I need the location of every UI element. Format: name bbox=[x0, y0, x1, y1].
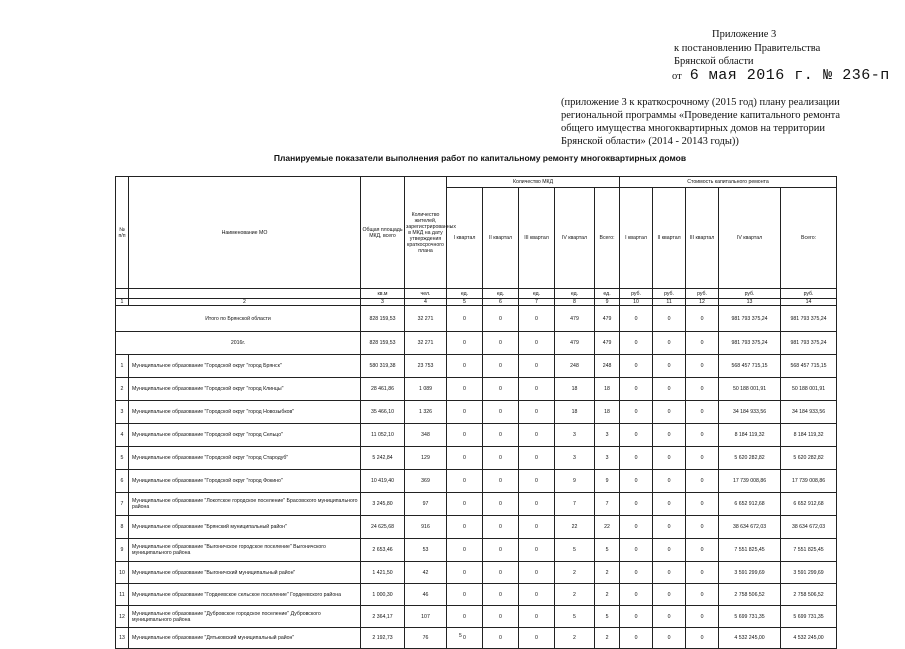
col-header-cost-q4: IV квартал bbox=[719, 188, 781, 289]
row-cell-residents: 97 bbox=[405, 493, 447, 516]
row-cell-q2: 0 bbox=[483, 355, 519, 378]
row-cell-c1: 0 bbox=[620, 539, 653, 562]
row-cell-c1: 0 bbox=[620, 401, 653, 424]
col-header-cost-q3: III квартал bbox=[686, 188, 719, 289]
col-header-mkd-q3: III квартал bbox=[519, 188, 555, 289]
row-cell-c4: 5 620 282,82 bbox=[719, 447, 781, 470]
row-cell-c1: 0 bbox=[620, 562, 653, 584]
row-cell-c2: 0 bbox=[653, 493, 686, 516]
summary-cell-q1: 0 bbox=[447, 306, 483, 332]
row-cell-total: 18 bbox=[595, 378, 620, 401]
row-cell-q2: 0 bbox=[483, 539, 519, 562]
row-cell-c3: 0 bbox=[686, 424, 719, 447]
row-cell-residents: 369 bbox=[405, 470, 447, 493]
row-municipality-name: Муниципальное образование "Городской округ "город Клинцы" bbox=[129, 378, 361, 401]
row-cell-q3: 0 bbox=[519, 424, 555, 447]
row-cell-residents: 53 bbox=[405, 539, 447, 562]
summary-cell-residents: 32 271 bbox=[405, 332, 447, 355]
units-cell-empty bbox=[116, 289, 129, 299]
row-cell-q1: 0 bbox=[447, 584, 483, 606]
row-cell-c4: 2 758 506,52 bbox=[719, 584, 781, 606]
col-header-mkd-q1: I квартал bbox=[447, 188, 483, 289]
table-row bbox=[116, 584, 837, 606]
row-cell-c4: 4 532 245,00 bbox=[719, 628, 781, 649]
row-municipality-name: Муниципальное образование "Городской округ "город Новозыбков" bbox=[129, 401, 361, 424]
summary-cell-q4: 479 bbox=[555, 306, 595, 332]
row-cell-area: 2 653,46 bbox=[361, 539, 405, 562]
row-number: 9 bbox=[116, 539, 129, 562]
summary-cell-c3: 0 bbox=[686, 332, 719, 355]
row-cell-total: 18 bbox=[595, 401, 620, 424]
summary-cell-residents: 32 271 bbox=[405, 306, 447, 332]
row-cell-total: 248 bbox=[595, 355, 620, 378]
row-cell-q1: 0 bbox=[447, 539, 483, 562]
row-cell-residents: 1 089 bbox=[405, 378, 447, 401]
row-cell-c2: 0 bbox=[653, 539, 686, 562]
row-cell-q1: 0 bbox=[447, 355, 483, 378]
summary-row bbox=[116, 332, 837, 355]
row-number: 11 bbox=[116, 584, 129, 606]
units-cell: ед. bbox=[595, 289, 620, 299]
row-cell-q3: 0 bbox=[519, 628, 555, 649]
row-cell-c3: 0 bbox=[686, 470, 719, 493]
row-cell-q2: 0 bbox=[483, 584, 519, 606]
row-number: 5 bbox=[116, 447, 129, 470]
row-cell-q3: 0 bbox=[519, 447, 555, 470]
col-numbers-row bbox=[116, 299, 837, 306]
row-cell-c2: 0 bbox=[653, 470, 686, 493]
row-cell-c1: 0 bbox=[620, 584, 653, 606]
appendix-note bbox=[561, 96, 861, 148]
row-cell-q3: 0 bbox=[519, 493, 555, 516]
col-header-name: Наименование МО bbox=[129, 177, 361, 289]
region-label: Брянской области bbox=[674, 56, 754, 67]
table-row bbox=[116, 516, 837, 539]
row-cell-ctotal: 5 620 282,82 bbox=[781, 447, 837, 470]
page-title: Планируемые показатели выполнения работ по капитальному ремонту многоквартирных домов bbox=[273, 153, 687, 163]
row-cell-q2: 0 bbox=[483, 424, 519, 447]
row-cell-ctotal: 38 634 672,03 bbox=[781, 516, 837, 539]
row-cell-q4: 2 bbox=[555, 562, 595, 584]
row-cell-q1: 0 bbox=[447, 493, 483, 516]
row-cell-area: 11 052,10 bbox=[361, 424, 405, 447]
row-cell-ctotal: 3 591 299,69 bbox=[781, 562, 837, 584]
summary-cell-c1: 0 bbox=[620, 306, 653, 332]
row-cell-q2: 0 bbox=[483, 562, 519, 584]
row-cell-area: 35 466,10 bbox=[361, 401, 405, 424]
col-number: 8 bbox=[555, 299, 595, 306]
row-cell-q3: 0 bbox=[519, 378, 555, 401]
summary-label: 2016г. bbox=[116, 332, 361, 355]
summary-row bbox=[116, 306, 837, 332]
row-cell-c3: 0 bbox=[686, 628, 719, 649]
units-cell: ед. bbox=[447, 289, 483, 299]
row-cell-c2: 0 bbox=[653, 424, 686, 447]
units-cell: руб. bbox=[653, 289, 686, 299]
row-cell-q2: 0 bbox=[483, 628, 519, 649]
col-header-mkd-q4: IV квартал bbox=[555, 188, 595, 289]
col-number: 7 bbox=[519, 299, 555, 306]
row-municipality-name: Муниципальное образование "Выгоничский муниципальный район" bbox=[129, 562, 361, 584]
row-cell-ctotal: 7 551 825,45 bbox=[781, 539, 837, 562]
row-cell-q4: 3 bbox=[555, 424, 595, 447]
row-cell-q3: 0 bbox=[519, 401, 555, 424]
row-cell-c3: 0 bbox=[686, 355, 719, 378]
row-cell-c3: 0 bbox=[686, 606, 719, 628]
row-number: 10 bbox=[116, 562, 129, 584]
table-row bbox=[116, 447, 837, 470]
note-line: региональной программы «Проведение капитального ремонта bbox=[561, 110, 840, 121]
row-municipality-name: Муниципальное образование "Брянский муниципальный район" bbox=[129, 516, 361, 539]
row-cell-q4: 248 bbox=[555, 355, 595, 378]
table-row bbox=[116, 493, 837, 516]
row-cell-c2: 0 bbox=[653, 628, 686, 649]
row-cell-residents: 348 bbox=[405, 424, 447, 447]
row-cell-ctotal: 4 532 245,00 bbox=[781, 628, 837, 649]
row-municipality-name: Муниципальное образование "Городской округ "город Стародуб" bbox=[129, 447, 361, 470]
summary-cell-c2: 0 bbox=[653, 332, 686, 355]
row-cell-total: 3 bbox=[595, 424, 620, 447]
row-cell-c4: 8 184 119,32 bbox=[719, 424, 781, 447]
col-header-mkd-q2: II квартал bbox=[483, 188, 519, 289]
row-cell-q1: 0 bbox=[447, 401, 483, 424]
row-municipality-name: Муниципальное образование "Дятьковский муниципальный район" bbox=[129, 628, 361, 649]
row-number: 12 bbox=[116, 606, 129, 628]
summary-label: Итого по Брянской области bbox=[116, 306, 361, 332]
row-cell-c1: 0 bbox=[620, 424, 653, 447]
row-cell-residents: 107 bbox=[405, 606, 447, 628]
row-cell-q1: 0 bbox=[447, 470, 483, 493]
summary-cell-total: 479 bbox=[595, 306, 620, 332]
row-cell-area: 5 242,84 bbox=[361, 447, 405, 470]
indicators-table bbox=[115, 176, 837, 649]
row-cell-c2: 0 bbox=[653, 584, 686, 606]
col-number: 4 bbox=[405, 299, 447, 306]
row-cell-q3: 0 bbox=[519, 606, 555, 628]
row-cell-c1: 0 bbox=[620, 470, 653, 493]
row-cell-residents: 1 326 bbox=[405, 401, 447, 424]
row-cell-q4: 9 bbox=[555, 470, 595, 493]
units-cell: чел. bbox=[405, 289, 447, 299]
units-cell-empty bbox=[129, 289, 361, 299]
row-cell-c2: 0 bbox=[653, 562, 686, 584]
row-cell-c2: 0 bbox=[653, 401, 686, 424]
row-cell-q1: 0 bbox=[447, 516, 483, 539]
units-row bbox=[116, 289, 837, 299]
row-cell-q4: 7 bbox=[555, 493, 595, 516]
page-number: 5 bbox=[459, 633, 462, 639]
summary-cell-q3: 0 bbox=[519, 332, 555, 355]
row-cell-q3: 0 bbox=[519, 584, 555, 606]
row-cell-q4: 2 bbox=[555, 628, 595, 649]
row-cell-q1: 0 bbox=[447, 447, 483, 470]
decree-date-line bbox=[672, 66, 890, 84]
row-cell-area: 28 461,86 bbox=[361, 378, 405, 401]
row-number: 1 bbox=[116, 355, 129, 378]
row-cell-q4: 5 bbox=[555, 539, 595, 562]
row-cell-c4: 17 739 008,86 bbox=[719, 470, 781, 493]
col-header-cost-q2: II квартал bbox=[653, 188, 686, 289]
summary-cell-ctotal: 981 793 375,24 bbox=[781, 306, 837, 332]
row-cell-c1: 0 bbox=[620, 355, 653, 378]
row-number: 6 bbox=[116, 470, 129, 493]
row-cell-ctotal: 2 758 506,52 bbox=[781, 584, 837, 606]
table-row bbox=[116, 628, 837, 649]
col-header-mkd-total: Всего: bbox=[595, 188, 620, 289]
row-cell-q1: 0 bbox=[447, 424, 483, 447]
row-cell-q2: 0 bbox=[483, 447, 519, 470]
table-row bbox=[116, 539, 837, 562]
row-cell-total: 5 bbox=[595, 606, 620, 628]
row-cell-q3: 0 bbox=[519, 539, 555, 562]
row-cell-c3: 0 bbox=[686, 401, 719, 424]
col-header-cost-group: Стоимость капитального ремонта bbox=[620, 177, 837, 188]
row-number: 4 bbox=[116, 424, 129, 447]
from-label: от bbox=[672, 71, 682, 82]
row-cell-c2: 0 bbox=[653, 447, 686, 470]
col-header-mkd-group: Количество МКД bbox=[447, 177, 620, 188]
row-cell-area: 580 319,38 bbox=[361, 355, 405, 378]
summary-cell-c2: 0 bbox=[653, 306, 686, 332]
col-number: 11 bbox=[653, 299, 686, 306]
row-cell-q3: 0 bbox=[519, 355, 555, 378]
row-cell-c3: 0 bbox=[686, 447, 719, 470]
row-number: 8 bbox=[116, 516, 129, 539]
row-cell-c2: 0 bbox=[653, 355, 686, 378]
row-cell-q2: 0 bbox=[483, 401, 519, 424]
col-number: 13 bbox=[719, 299, 781, 306]
row-cell-residents: 916 bbox=[405, 516, 447, 539]
row-cell-area: 24 625,68 bbox=[361, 516, 405, 539]
row-cell-c4: 50 188 001,91 bbox=[719, 378, 781, 401]
table-row bbox=[116, 424, 837, 447]
row-municipality-name: Муниципальное образование "Гордеевское сельское поселение" Гордеевского района bbox=[129, 584, 361, 606]
row-cell-area: 3 245,80 bbox=[361, 493, 405, 516]
row-cell-total: 5 bbox=[595, 539, 620, 562]
row-cell-c1: 0 bbox=[620, 516, 653, 539]
row-municipality-name: Муниципальное образование "Выгоничское городское поселение" Выгоничского муниципального района bbox=[129, 539, 361, 562]
summary-cell-c4: 981 793 375,24 bbox=[719, 306, 781, 332]
decree-date: 6 мая 2016 г. bbox=[689, 67, 814, 84]
row-cell-q1: 0 bbox=[447, 562, 483, 584]
table-row bbox=[116, 378, 837, 401]
units-cell: руб. bbox=[719, 289, 781, 299]
row-cell-c3: 0 bbox=[686, 493, 719, 516]
row-municipality-name: Муниципальное образование "Городской округ "город Брянск" bbox=[129, 355, 361, 378]
row-cell-ctotal: 568 457 715,15 bbox=[781, 355, 837, 378]
decree-label: к постановлению Правительства bbox=[674, 43, 821, 54]
row-cell-c3: 0 bbox=[686, 539, 719, 562]
col-number: 3 bbox=[361, 299, 405, 306]
row-cell-area: 2 192,73 bbox=[361, 628, 405, 649]
col-number: 12 bbox=[686, 299, 719, 306]
row-cell-c3: 0 bbox=[686, 562, 719, 584]
row-cell-ctotal: 34 184 933,56 bbox=[781, 401, 837, 424]
row-municipality-name: Муниципальное образование "Дубровское городское поселение" Дубровского муниципального района bbox=[129, 606, 361, 628]
col-number: 6 bbox=[483, 299, 519, 306]
summary-cell-c1: 0 bbox=[620, 332, 653, 355]
table-row bbox=[116, 606, 837, 628]
col-number: 2 bbox=[129, 299, 361, 306]
row-cell-c1: 0 bbox=[620, 628, 653, 649]
units-cell: ед. bbox=[483, 289, 519, 299]
summary-cell-q2: 0 bbox=[483, 306, 519, 332]
row-cell-c3: 0 bbox=[686, 516, 719, 539]
table-row bbox=[116, 470, 837, 493]
row-cell-c4: 34 184 933,56 bbox=[719, 401, 781, 424]
row-cell-c1: 0 bbox=[620, 606, 653, 628]
units-cell: кв.м bbox=[361, 289, 405, 299]
row-cell-ctotal: 8 184 119,32 bbox=[781, 424, 837, 447]
units-cell: руб. bbox=[620, 289, 653, 299]
row-cell-residents: 42 bbox=[405, 562, 447, 584]
row-cell-total: 2 bbox=[595, 628, 620, 649]
summary-cell-q4: 479 bbox=[555, 332, 595, 355]
col-number: 1 bbox=[116, 299, 129, 306]
row-cell-ctotal: 5 699 731,35 bbox=[781, 606, 837, 628]
row-cell-c4: 5 699 731,35 bbox=[719, 606, 781, 628]
col-number: 9 bbox=[595, 299, 620, 306]
row-cell-ctotal: 6 652 912,68 bbox=[781, 493, 837, 516]
row-cell-q3: 0 bbox=[519, 470, 555, 493]
appendix-label: Приложение 3 bbox=[712, 29, 777, 40]
row-cell-c4: 38 634 672,03 bbox=[719, 516, 781, 539]
row-cell-q4: 2 bbox=[555, 584, 595, 606]
row-number: 2 bbox=[116, 378, 129, 401]
row-cell-q4: 18 bbox=[555, 401, 595, 424]
col-header-num: № п/п bbox=[116, 177, 129, 289]
row-cell-q3: 0 bbox=[519, 562, 555, 584]
row-cell-q2: 0 bbox=[483, 378, 519, 401]
note-line: общего имущества многоквартирных домов на территории bbox=[561, 123, 825, 134]
col-header-area: Общая площадь МКД, всего bbox=[361, 177, 405, 289]
row-cell-residents: 129 bbox=[405, 447, 447, 470]
row-number: 13 bbox=[116, 628, 129, 649]
row-cell-c3: 0 bbox=[686, 378, 719, 401]
summary-cell-area: 828 159,53 bbox=[361, 306, 405, 332]
row-cell-total: 9 bbox=[595, 470, 620, 493]
row-cell-area: 10 419,40 bbox=[361, 470, 405, 493]
table-row bbox=[116, 401, 837, 424]
units-cell: руб. bbox=[686, 289, 719, 299]
row-cell-c4: 7 551 825,45 bbox=[719, 539, 781, 562]
col-header-residents: Количество жителей, зарегистрированных в МКД на дату утверждения краткосрочного плана bbox=[405, 177, 447, 289]
row-cell-q2: 0 bbox=[483, 470, 519, 493]
row-cell-q2: 0 bbox=[483, 606, 519, 628]
col-number: 10 bbox=[620, 299, 653, 306]
summary-cell-q1: 0 bbox=[447, 332, 483, 355]
row-cell-total: 2 bbox=[595, 562, 620, 584]
summary-cell-q2: 0 bbox=[483, 332, 519, 355]
row-cell-c2: 0 bbox=[653, 378, 686, 401]
row-cell-c4: 3 591 299,69 bbox=[719, 562, 781, 584]
col-number: 14 bbox=[781, 299, 837, 306]
row-cell-c1: 0 bbox=[620, 447, 653, 470]
decree-number: № 236-п bbox=[823, 67, 890, 84]
row-municipality-name: Муниципальное образование "Городской округ "город Сельцо" bbox=[129, 424, 361, 447]
row-cell-q4: 22 bbox=[555, 516, 595, 539]
row-cell-total: 22 bbox=[595, 516, 620, 539]
row-cell-q1: 0 bbox=[447, 606, 483, 628]
row-cell-total: 2 bbox=[595, 584, 620, 606]
row-cell-c1: 0 bbox=[620, 378, 653, 401]
row-municipality-name: Муниципальное образование "Локотское городское поселение" Брасовского муниципального района bbox=[129, 493, 361, 516]
summary-cell-c4: 981 793 375,24 bbox=[719, 332, 781, 355]
row-cell-q4: 5 bbox=[555, 606, 595, 628]
units-cell: руб. bbox=[781, 289, 837, 299]
note-line: Брянской области» (2014 - 20143 годы)) bbox=[561, 136, 739, 147]
table-row bbox=[116, 562, 837, 584]
row-cell-q1: 0 bbox=[447, 378, 483, 401]
row-cell-c3: 0 bbox=[686, 584, 719, 606]
row-cell-total: 7 bbox=[595, 493, 620, 516]
note-line: (приложение 3 к краткосрочному (2015 год) плану реализации bbox=[561, 97, 840, 108]
row-cell-q1: 0 bbox=[447, 628, 483, 649]
row-cell-c4: 568 457 715,15 bbox=[719, 355, 781, 378]
row-number: 3 bbox=[116, 401, 129, 424]
row-cell-total: 3 bbox=[595, 447, 620, 470]
row-cell-c1: 0 bbox=[620, 493, 653, 516]
row-cell-residents: 23 753 bbox=[405, 355, 447, 378]
table-row bbox=[116, 355, 837, 378]
row-cell-residents: 76 bbox=[405, 628, 447, 649]
row-cell-q3: 0 bbox=[519, 516, 555, 539]
row-cell-area: 2 364,17 bbox=[361, 606, 405, 628]
row-cell-residents: 46 bbox=[405, 584, 447, 606]
col-header-cost-q1: I квартал bbox=[620, 188, 653, 289]
row-cell-c2: 0 bbox=[653, 516, 686, 539]
row-cell-area: 1 421,50 bbox=[361, 562, 405, 584]
row-cell-q2: 0 bbox=[483, 493, 519, 516]
row-cell-c4: 6 652 912,68 bbox=[719, 493, 781, 516]
header-row-groups bbox=[116, 177, 837, 188]
units-cell: ед. bbox=[519, 289, 555, 299]
row-cell-c2: 0 bbox=[653, 606, 686, 628]
row-cell-q4: 3 bbox=[555, 447, 595, 470]
row-cell-area: 1 000,30 bbox=[361, 584, 405, 606]
summary-cell-ctotal: 981 793 375,24 bbox=[781, 332, 837, 355]
row-cell-ctotal: 50 188 001,91 bbox=[781, 378, 837, 401]
summary-cell-area: 828 159,53 bbox=[361, 332, 405, 355]
units-cell: ед. bbox=[555, 289, 595, 299]
row-cell-q4: 18 bbox=[555, 378, 595, 401]
row-number: 7 bbox=[116, 493, 129, 516]
row-municipality-name: Муниципальное образование "Городской округ "город Фокино" bbox=[129, 470, 361, 493]
summary-cell-total: 479 bbox=[595, 332, 620, 355]
row-cell-q2: 0 bbox=[483, 516, 519, 539]
row-cell-ctotal: 17 739 008,86 bbox=[781, 470, 837, 493]
summary-cell-q3: 0 bbox=[519, 306, 555, 332]
col-number: 5 bbox=[447, 299, 483, 306]
col-header-cost-total: Всего: bbox=[781, 188, 837, 289]
summary-cell-c3: 0 bbox=[686, 306, 719, 332]
